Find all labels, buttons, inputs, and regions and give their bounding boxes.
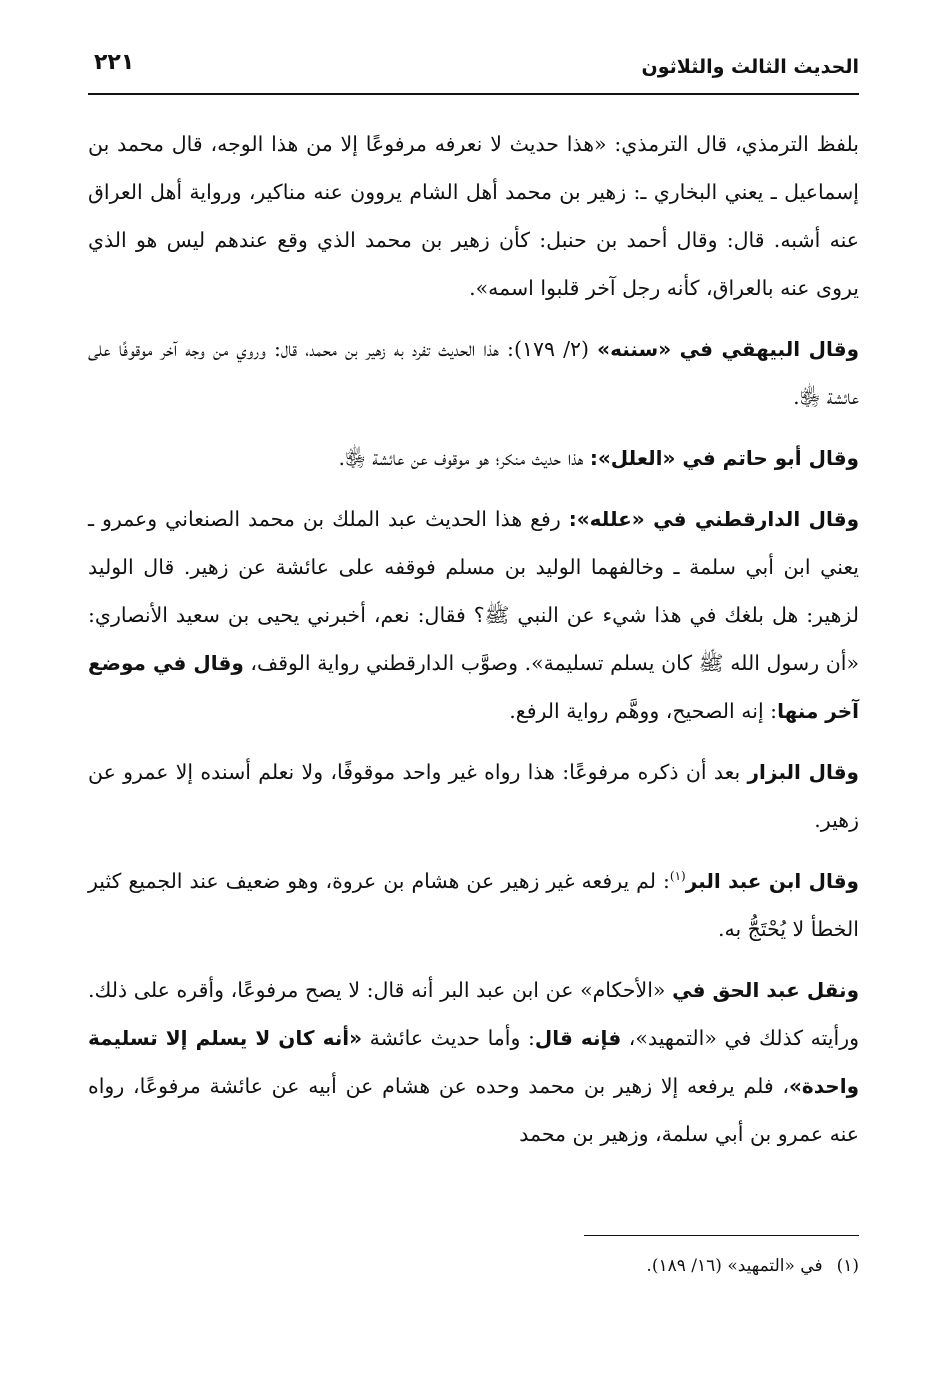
paragraph-text: (٢/ ١٧٩): هذا الحديث تفرد به زهير بن محمد، قال: وروي من وجه آخر موقوفًا على عائشة ﵂. xyxy=(88,337,859,409)
page-header xyxy=(88,50,859,92)
paragraph-text: هذا حديث منكر؛ هو موقوف عن عائشة ﵂. xyxy=(338,446,590,470)
paragraph-5 xyxy=(88,748,859,844)
paragraph-lead-2: وقال في موضع آخر منها xyxy=(88,651,859,723)
paragraph-lead-2: فإنه قال xyxy=(534,1026,622,1050)
paragraph-lead: وقال البزار xyxy=(747,760,859,784)
page-number: ٢٢١ xyxy=(94,50,135,75)
running-title: الحديث الثالث والثلاثون xyxy=(641,56,859,78)
paragraph-text-3: ، فلم يرفعه إلا زهير بن محمد وحده عن هشام عن أبيه عن عائشة مرفوعًا، رواه عنه عمرو بن أبي سلمة، وزهير بن محمد xyxy=(88,1074,859,1146)
paragraph-2 xyxy=(88,325,859,421)
paragraph-lead: وقال البيهقي في «سننه» xyxy=(597,337,860,361)
paragraph-lead: وقال ابن عبد البر xyxy=(685,869,859,893)
header-rule xyxy=(88,93,859,95)
paragraph-text: بلفظ الترمذي، قال الترمذي: «هذا حديث لا نعرفه مرفوعًا إلا من هذا الوجه، قال محمد بن إسماعيل ـ يعني البخاري ـ: زهير بن محمد أهل الشام يروون عنه مناكير، ورواية أهل العراق عنه أشبه. قال: وقال أحمد بن حنبل: كأن زهير بن محمد الذي وقع عندهم ليس هو الذي يروى عنه بالعراق، كأنه رجل آخر قلبوا اسمه». xyxy=(88,132,859,300)
paragraph-text: : لم يرفعه غير زهير عن هشام بن عروة، وهو ضعيف عند الجميع كثير الخطأ لا يُحْتَجُّ به. xyxy=(88,869,859,941)
paragraph-text-2: : إنه الصحيح، ووهَّم رواية الرفع. xyxy=(509,699,778,723)
paragraph-3 xyxy=(88,434,859,482)
paragraph-text-2: : وأما حديث عائشة xyxy=(362,1026,535,1050)
paragraph-text: بعد أن ذكره مرفوعًا: هذا رواه غير واحد موقوفًا، ولا نعلم أسنده إلا عمرو عن زهير. xyxy=(88,760,859,832)
paragraph-4 xyxy=(88,495,859,735)
footnote-number: (١) xyxy=(836,1256,859,1276)
footnote-text: في «التمهيد» (١٦/ ١٨٩). xyxy=(646,1256,823,1276)
paragraph-text-1: «الأحكام» عن ابن عبد البر أنه قال: لا يصح مرفوعًا، وأقره على ذلك. ورأيته كذلك في «التمهيد»، xyxy=(88,978,859,1050)
paragraph-lead: ونقل عبد الحق في xyxy=(672,978,860,1002)
footnote xyxy=(88,1252,859,1280)
paragraph-6 xyxy=(88,857,859,953)
paragraph-lead: وقال الدارقطني في «علله»: xyxy=(568,507,859,531)
paragraph-7 xyxy=(88,966,859,1158)
main-text xyxy=(88,120,859,1171)
paragraph-lead: وقال أبو حاتم في «العلل»: xyxy=(589,446,859,470)
paragraph-text: رفع هذا الحديث عبد الملك بن محمد الصنعاني وعمرو ـ يعني ابن أبي سلمة ـ وخالفهما الوليد بن مسلم فوقفه على عائشة عن زهير. قال الوليد لزهير: هل بلغك في هذا شيء عن النبي ﷺ؟ فقال: نعم، أخبرني يحيى بن سعيد الأنصاري: «أن رسول الله ﷺ كان يسلم تسليمة». وصوَّب الدارقطني رواية الوقف، xyxy=(88,507,859,675)
footnote-rule xyxy=(584,1235,859,1236)
paragraph-1 xyxy=(88,120,859,312)
footnote-reference[interactable]: (١) xyxy=(669,869,686,884)
paragraph-lead-3: «أنه كان لا يسلم إلا تسليمة واحدة» xyxy=(88,1026,859,1098)
